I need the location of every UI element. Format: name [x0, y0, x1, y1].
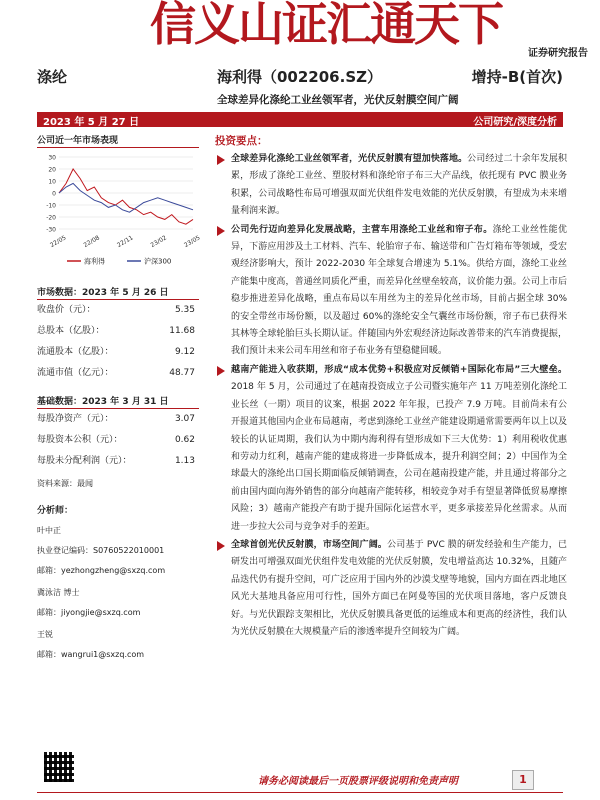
analyst-detail: 邮箱：yezhongzheng@sxzq.com [37, 566, 166, 575]
basic-key: 每股未分配利润（元）： [37, 456, 132, 466]
company-title: 海利得（002206.SZ） [217, 68, 383, 86]
market-key: 总股本（亿股）： [37, 326, 105, 336]
market-value: 11.68 [169, 326, 195, 336]
rating-label: 增持-B(首次) [471, 68, 563, 86]
analyst-list [37, 524, 199, 662]
invest-point [215, 222, 567, 361]
invest-point-heading: 全球差异化涤纶工业丝领军者，光伏反射膜有望加快落地。 [231, 154, 468, 164]
invest-point-body: 涤纶工业丝性能优异，下游应用涉及土工材料、汽车、轮胎帘子布、输送带和广告灯箱布等领域，受宏观经济影响大，预计 2022-2030 年全球复合增速为 5.1%。供给方面，涤纶工业丝产能集中度高，普通丝同质化严重，而差异化丝壁垒较高，议价能力强。公司上市后稳步推进差异化战略，重点布局以车用丝为主的差异化丝市场，目前占据全球 30%的安全带丝市场份额，以及超过 60%的涤纶安全气囊丝市场份额，帘子布已获得米其林等全球轮胎巨头长期认证。伴随国内外宏观经济边际改善带来的汽车消费提振，我们预计未来公司车用丝和帘子布业务有望稳健回暖。 [231, 224, 567, 357]
performance-chart [37, 151, 202, 279]
qr-code-icon [44, 752, 74, 782]
report-date: 2023 年 5 月 27 日 [43, 117, 140, 128]
invest-point-heading: 公司先行迈向差异化发展战略，主营车用涤纶工业丝和帘子布。 [231, 224, 493, 235]
basic-title: 基础数据：2023 年 3 月 31 日 [37, 394, 199, 409]
y-tick-label: -10 [46, 202, 56, 210]
left-sidebar [37, 133, 202, 662]
invest-points-title: 投资要点： [215, 135, 268, 147]
main-content [215, 133, 567, 642]
legend-label: 海利得 [84, 257, 105, 266]
invest-point [215, 537, 567, 641]
bullet-triangle-icon [217, 366, 225, 376]
basic-key: 每股净资产（元）： [37, 414, 114, 424]
market-key: 流通股本（亿股）： [37, 347, 114, 357]
invest-point [215, 362, 567, 536]
market-key: 流通市值（亿元）： [37, 368, 114, 378]
page-number: 1 [512, 770, 534, 790]
y-tick-label: -20 [46, 214, 56, 222]
analyst-detail: 执业登记编码：S0760522010001 [37, 546, 165, 555]
y-tick-label: 20 [48, 166, 56, 174]
market-key: 收盘价（元）： [37, 305, 96, 315]
invest-point-body: 公司经过二十余年发展积累，形成了涤纶工业丝、塑胶材料和涤纶帘子布三大产品线，依托现有 PVC 膜业务积累，公司战略性布局可增强双面光伏组件发电效能的光伏反射膜，有望成为未来增量利润来源。 [231, 154, 567, 217]
analyst-detail: 邮箱：wangrui1@sxzq.com [37, 650, 145, 659]
basic-row [37, 451, 199, 472]
bullet-triangle-icon [217, 155, 225, 165]
invest-point [215, 151, 567, 221]
market-row [37, 363, 199, 384]
basic-row [37, 409, 199, 430]
market-value: 48.77 [169, 368, 195, 378]
bullet-triangle-icon [217, 226, 225, 236]
market-value: 5.35 [174, 305, 195, 315]
market-value: 9.12 [174, 347, 195, 357]
market-data-list [37, 300, 199, 384]
disclaimer-text: 请务必阅读最后一页股票评级说明和免责声明 [258, 776, 458, 787]
basic-value: 1.13 [174, 456, 195, 466]
perf-title: 公司近一年市场表现 [37, 133, 199, 148]
market-row [37, 300, 199, 321]
basic-value: 0.62 [174, 435, 195, 445]
report-type-tag: 证券研究报告 [528, 48, 588, 59]
invest-point-body: 公司基于 PVC 膜的研发经验和生产能力，已研发出可增强双面光伏组件发电效能的光伏反射膜，发电增益高达 10.32%，且随产品迭代仍有提升空间，可广泛应用于国内外的沙漠戈壁等地貌，国内方面在西北地区风光大基地具备应用可行性，国外方面已在阿曼等国的光伏项目落地，客户反馈良好。与光伏跟踪支架相比，光伏反射膜具备更低的运维成本和更高的经济性，我们认为光伏反射膜在大规模量产后的渗透率提升空间较为广阔。 [231, 539, 567, 637]
y-tick-label: 10 [48, 178, 56, 186]
x-tick-label: 22/08 [82, 234, 101, 250]
invest-points-list [215, 151, 567, 641]
analyst-name: 王锐 [37, 630, 53, 639]
header-banner [0, 0, 600, 58]
x-tick-label: 22/05 [49, 234, 68, 250]
series-line [59, 183, 193, 212]
market-row [37, 342, 199, 363]
legend-label: 沪深300 [144, 257, 172, 266]
y-tick-label: 0 [52, 190, 56, 198]
date-bar [37, 112, 563, 127]
y-tick-label: -30 [46, 226, 56, 234]
data-source: 资料来源：最闻 [37, 479, 93, 488]
bullet-triangle-icon [217, 541, 225, 551]
report-category: 公司研究/深度分析 [473, 117, 557, 128]
basic-data-list [37, 409, 199, 472]
series-line [59, 169, 193, 224]
sector-label: 涤纶 [37, 68, 68, 86]
y-tick-label: 30 [48, 154, 56, 162]
x-tick-label: 23/02 [149, 234, 168, 250]
basic-row [37, 430, 199, 451]
analyst-title: 分析师： [37, 506, 74, 516]
invest-point-heading: 越南产能进入收获期，形成“成本优势+积极应对反倾销+国际化布局”三大壁垒。 [231, 364, 567, 375]
page-footer [0, 750, 600, 800]
market-title: 市场数据：2023 年 5 月 26 日 [37, 285, 199, 300]
x-tick-label: 23/05 [183, 234, 202, 250]
brand-logo: 信义山证汇通天下 [150, 0, 502, 51]
invest-point-heading: 全球首创光伏反射膜，市场空间广阔。 [231, 539, 388, 550]
analyst-name: 冀泳洁 博士 [37, 588, 80, 597]
invest-point-body: 2018 年 5 月，公司通过了在越南投资成立子公司暨实施年产 11 万吨差别化涤纶工业长丝（一期）项目的议案，根据 2022 年年报，已投产 7.9 万吨。目前尚未有公开报道其他国内企业布局越南，考虑到涤纶工业丝产能建设期通常需要两年以上以及较长的认证周期，我们认为中期内海利得有望形成如下三大优势：1）利用税收优惠和劳动力红利，越南产能的建成将进一步降低成本，提升利润空间；2）中国作为全球最大的涤纶出口国长期面临反倾销调查，公司在越南投建产能，并且通过将部分之前由国内面向海外销售的部分向越南产能转移，相较竞争对手有望显著降低贸易摩擦风险；3）越南产能投产有助于提升国际化运营水平，更多承接差异化丝需求。从而进一步拉大公司与竞争对手的差距。 [231, 382, 567, 532]
analyst-detail: 邮箱：jiyongjie@sxzq.com [37, 608, 141, 617]
analyst-name: 叶中正 [37, 526, 61, 535]
basic-key: 每股资本公积（元）： [37, 435, 123, 445]
footer-divider [37, 792, 563, 793]
report-headline: 全球差异化涤纶工业丝领军者，光伏反射膜空间广阔 [217, 94, 459, 106]
basic-value: 3.07 [174, 414, 195, 424]
x-tick-label: 22/11 [116, 234, 135, 250]
market-row [37, 321, 199, 342]
